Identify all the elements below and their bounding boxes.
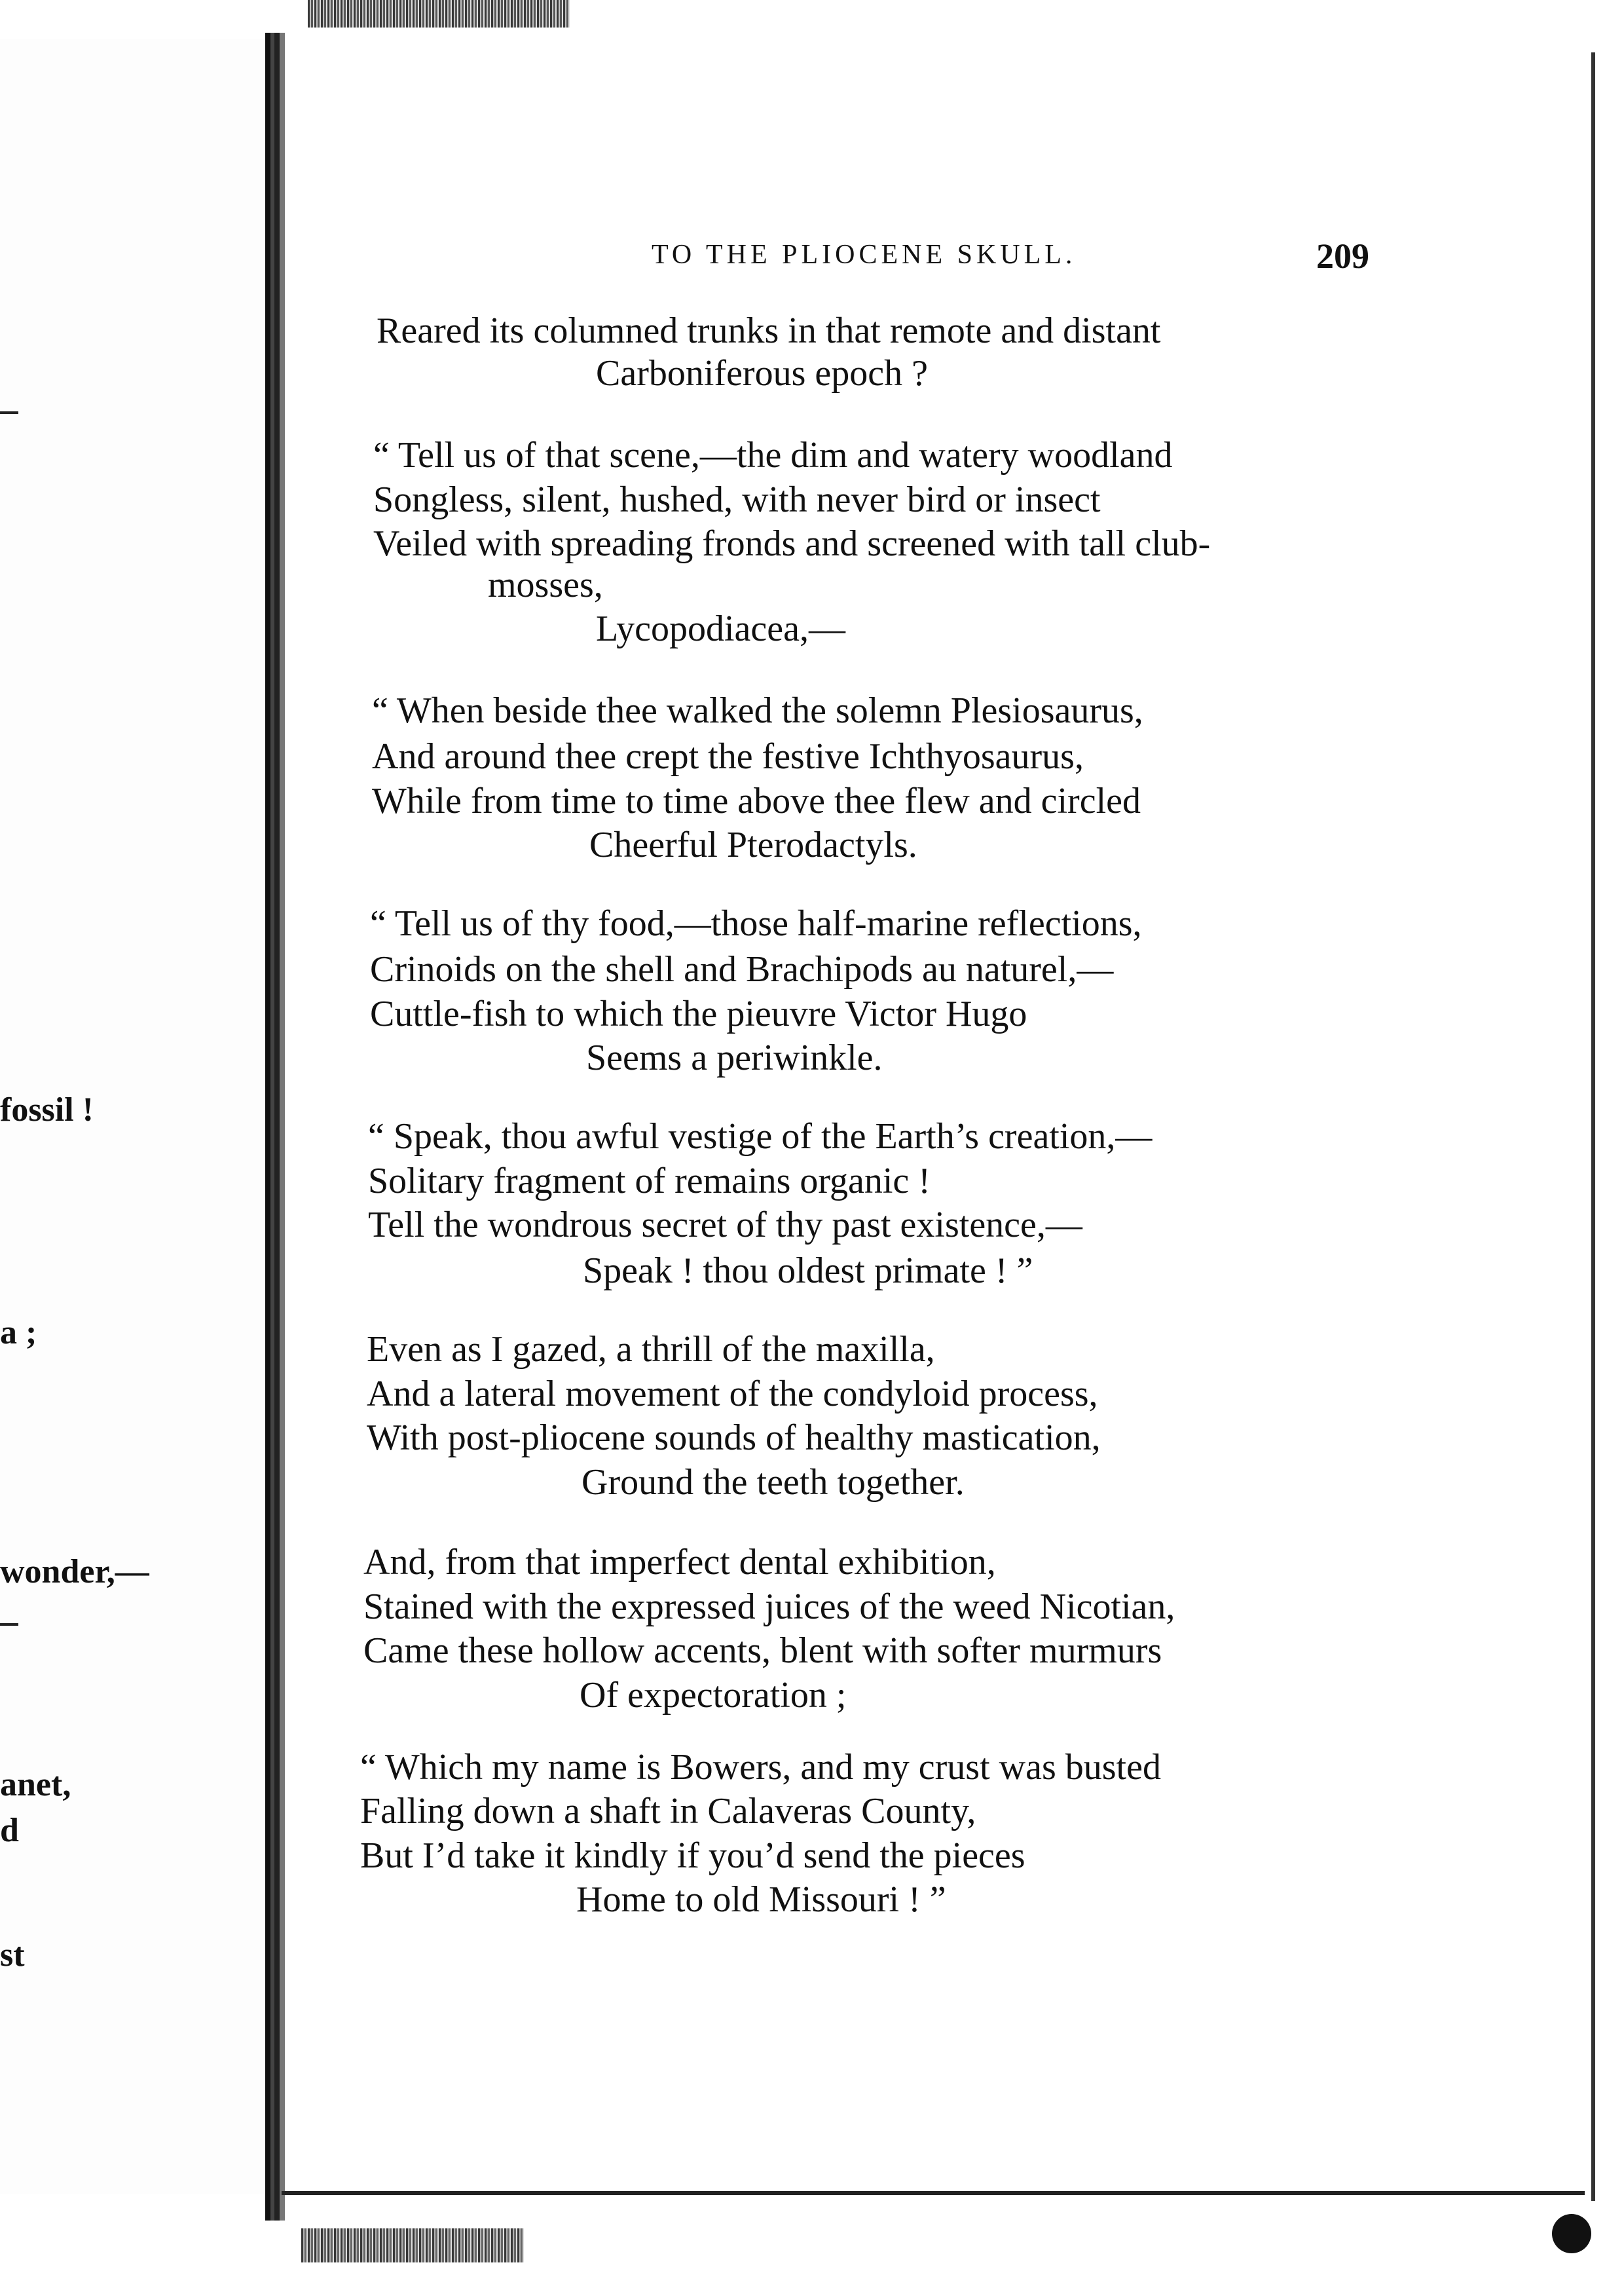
poem-line: And a lateral movement of the condyloid process, (367, 1374, 1098, 1414)
poem-line: While from time to time above thee flew and circled (372, 781, 1141, 821)
left-page-rule (0, 411, 18, 414)
left-page-rule (0, 1623, 18, 1626)
poem-line: mosses, (488, 565, 603, 605)
page-edge-right (1585, 52, 1624, 2201)
poem-line: Lycopodiacea,— (596, 609, 845, 649)
poem-line: Songless, silent, hushed, with never bird or insect (373, 479, 1101, 520)
poem-line: But I’d take it kindly if you’d send the pieces (360, 1835, 1025, 1876)
poem-line: “ When beside thee walked the solemn Plesiosaurus, (372, 690, 1143, 731)
left-page-fragment: fossil ! (0, 1091, 94, 1129)
poem-line: Speak ! thou oldest primate ! ” (583, 1250, 1033, 1291)
poem-line: “ Tell us of thy food,—those half-marine reflections, (370, 903, 1142, 944)
left-page-fragment: a ; (0, 1314, 37, 1351)
poem-line: Of expectoration ; (580, 1675, 847, 1716)
poem-line: Reared its columned trunks in that remote and distant (377, 310, 1161, 351)
poem-line: Home to old Missouri ! ” (576, 1879, 946, 1920)
left-page-fragment: anet, (0, 1766, 71, 1803)
poem-line: Carboniferous epoch ? (596, 353, 928, 394)
poem-line: With post-pliocene sounds of healthy mastication, (367, 1417, 1101, 1458)
poem-line: “ Tell us of that scene,—the dim and watery woodland (373, 435, 1173, 476)
poem-line: Cuttle-fish to which the pieuvre Victor Hugo (370, 994, 1027, 1034)
poem-line: Crinoids on the shell and Brachipods au naturel,— (370, 949, 1114, 990)
poem-line: Veiled with spreading fronds and screened with tall club- (373, 523, 1211, 564)
poem-line: And around thee crept the festive Ichthyosaurus, (372, 736, 1084, 777)
poem-line: Even as I gazed, a thrill of the maxilla, (367, 1329, 935, 1370)
left-page-fragment: d (0, 1812, 19, 1849)
left-page-fragment: wonder,— (0, 1553, 149, 1590)
poem-line: “ Speak, thou awful vestige of the Earth’s creation,— (368, 1116, 1153, 1157)
running-head: TO THE PLIOCENE SKULL. (652, 240, 1077, 270)
poem-line: Ground the teeth together. (581, 1462, 965, 1503)
scan-mark (1552, 2214, 1591, 2253)
poem-line: Falling down a shaft in Calaveras County, (360, 1791, 976, 1831)
scan-edge-top (308, 0, 570, 28)
poem-line: And, from that imperfect dental exhibition, (363, 1542, 996, 1583)
poem-line: “ Which my name is Bowers, and my crust was busted (360, 1747, 1161, 1788)
book-gutter (265, 33, 285, 2221)
poem-line: Seems a periwinkle. (586, 1038, 883, 1078)
scan-edge-bottom (301, 2228, 524, 2262)
poem-line: Came these hollow accents, blent with softer murmurs (363, 1630, 1162, 1671)
page-edge-bottom (282, 2191, 1585, 2195)
poem-line: Solitary fragment of remains organic ! (368, 1161, 931, 1201)
poem-line: Tell the wondrous secret of thy past existence,— (368, 1205, 1082, 1245)
poem-line: Stained with the expressed juices of the weed Nicotian, (363, 1586, 1175, 1627)
left-page-fragment: st (0, 1936, 25, 1974)
page-number: 209 (1316, 236, 1369, 276)
poem-line: Cheerful Pterodactyls. (589, 825, 917, 865)
